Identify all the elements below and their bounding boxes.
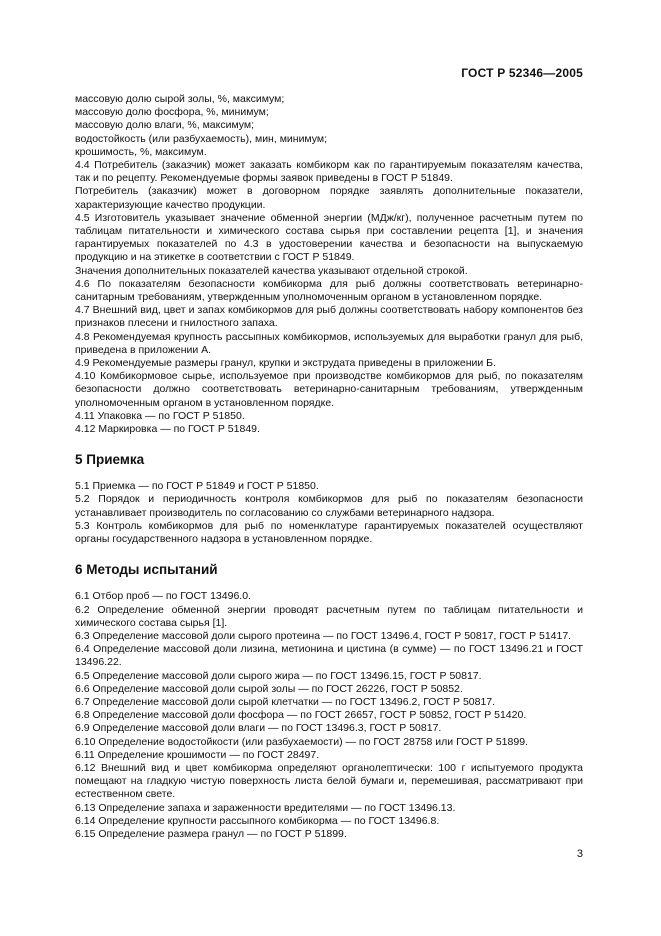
paragraph: Значения дополнительных показателей качества указывают отдельной строкой. bbox=[75, 264, 468, 277]
paragraph-4-7: 4.7 Внешний вид, цвет и запах комбикормов для рыб должны соответствовать набору компонентов без признаков плесени и гнилостного запаха. bbox=[75, 304, 583, 330]
paragraph-6-5: 6.5 Определение массовой доли сырого жира — по ГОСТ 13496.15, ГОСТ Р 50817. bbox=[75, 669, 482, 682]
page-number: 3 bbox=[576, 848, 583, 860]
paragraph-4-8: 4.8 Рекомендуемая крупность рассыпных комбикормов, используемых для выработки гранул для рыб, приведена в приложении А. bbox=[75, 330, 583, 356]
paragraph-6-8: 6.8 Определение массовой доли фосфора — по ГОСТ 26657, ГОСТ Р 50852, ГОСТ Р 51420. bbox=[75, 709, 527, 722]
paragraph-6-3: 6.3 Определение массовой доли сырого протеина — по ГОСТ 13496.4, ГОСТ Р 50817, ГОСТ Р 51417. bbox=[75, 629, 572, 642]
list-item: массовую долю фосфора, %, минимум; bbox=[75, 106, 269, 119]
paragraph-6-14: 6.14 Определение крупности рассыпного комбикорма — по ГОСТ 13496.8. bbox=[75, 814, 440, 827]
paragraph-6-9: 6.9 Определение массовой доли влаги — по ГОСТ 13496.3, ГОСТ Р 50817. bbox=[75, 722, 442, 735]
list-item: водостойкость (или разбухаемость), мин, минимум; bbox=[75, 132, 328, 145]
paragraph-6-11: 6.11 Определение крошимости — по ГОСТ 28497. bbox=[75, 748, 320, 761]
paragraph: Потребитель (заказчик) может в договорном порядке заявлять дополнительные показатели, характеризующие качество продукции. bbox=[75, 185, 583, 211]
paragraph-6-13: 6.13 Определение запаха и зараженности вредителями — по ГОСТ 13496.13. bbox=[75, 801, 456, 814]
paragraph-4-11: 4.11 Упаковка — по ГОСТ Р 51850. bbox=[75, 409, 245, 422]
paragraph-4-5: 4.5 Изготовитель указывает значение обменной энергии (МДж/кг), полученное расчетным путем по таблицам питательности и химического состава сырья при составлении рецепта [1], и значения гарантируемых показателей по 4.3 в удостоверении качества и безопасности на выпускаемую продукцию и на этикетке в соответствии с ГОСТ Р 51849. bbox=[75, 211, 583, 264]
paragraph-4-6: 4.6 По показателям безопасности комбикорма для рыб должны соответствовать ветеринарно-санитарным требованиям, утвержденным уполномоченным органом в установленном порядке. bbox=[75, 277, 583, 304]
paragraph-4-4: 4.4 Потребитель (заказчик) может заказать комбикорм как по гарантируемым показателям качества, так и по рецепту. Рекомендуемые формы заявок приведены в ГОСТ Р 51849. bbox=[75, 159, 583, 185]
list-item: крошимость, %, максимум. bbox=[75, 145, 207, 158]
paragraph-5-1: 5.1 Приемка — по ГОСТ Р 51849 и ГОСТ Р 51850. bbox=[75, 480, 319, 493]
paragraph-6-1: 6.1 Отбор проб — по ГОСТ 13496.0. bbox=[75, 590, 251, 603]
document-body bbox=[75, 93, 583, 841]
paragraph-4-12: 4.12 Маркировка — по ГОСТ Р 51849. bbox=[75, 423, 260, 436]
document-number-header: ГОСТ Р 52346—2005 bbox=[461, 66, 583, 80]
list-item: массовую долю сырой золы, %, максимум; bbox=[75, 93, 285, 105]
section-5-heading: 5 Приемка bbox=[75, 452, 145, 468]
paragraph-6-4: 6.4 Определение массовой доли лизина, метионина и цистина (в сумме) — по ГОСТ 13496.21 и ГОСТ 13496.22. bbox=[75, 643, 583, 669]
paragraph-6-7: 6.7 Определение массовой доли сырой клетчатки — по ГОСТ 13496.2, ГОСТ Р 50817. bbox=[75, 695, 496, 708]
paragraph-6-2: 6.2 Определение обменной энергии проводят расчетным путем по таблицам питательности и химического состава сырья [1]. bbox=[75, 603, 583, 629]
paragraph-6-12: 6.12 Внешний вид и цвет комбикорма определяют органолептически: 100 г испытуемого продукта помещают на гладкую чистую поверхность листа белой бумаги и, перемешивая, рассматривают при естественном свете. bbox=[75, 761, 583, 801]
paragraph-6-10: 6.10 Определение водостойкости (или разбухаемости) — по ГОСТ 28758 или ГОСТ Р 51899. bbox=[75, 735, 528, 748]
paragraph-4-10: 4.10 Комбикормовое сырье, используемое при производстве комбикормов для рыб, по показателям безопасности должно соответствовать ветеринарно-санитарным требованиям, утвержденным уполномоченным органом в установленном порядке. bbox=[75, 370, 583, 409]
paragraph-6-6: 6.6 Определение массовой доли сырой золы — по ГОСТ 26226, ГОСТ Р 50852. bbox=[75, 682, 463, 695]
paragraph-4-9: 4.9 Рекомендуемые размеры гранул, крупки и экструдата приведены в приложении Б. bbox=[75, 357, 496, 370]
paragraph-6-15: 6.15 Определение размера гранул — по ГОСТ Р 51899. bbox=[75, 827, 347, 840]
paragraph-5-3: 5.3 Контроль комбикормов для рыб по номенклатуре гарантируемых показателей осуществляют органы государственного надзора в установленном порядке. bbox=[75, 519, 583, 546]
list-item: массовую долю влаги, %, максимум; bbox=[75, 119, 255, 132]
section-6-heading: 6 Методы испытаний bbox=[75, 562, 218, 578]
paragraph-5-2: 5.2 Порядок и периодичность контроля комбикормов для рыб по показателям безопасности устанавливает производитель по согласованию со службами ветеринарного надзора. bbox=[75, 493, 583, 519]
